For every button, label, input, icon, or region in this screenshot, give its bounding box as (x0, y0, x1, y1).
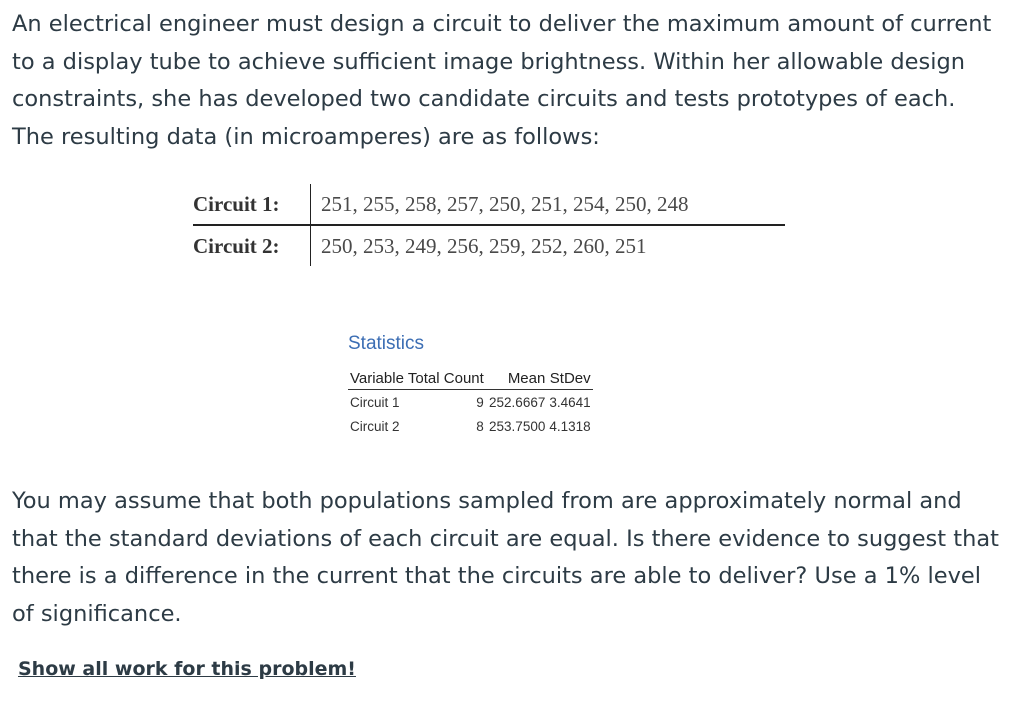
show-work-link[interactable]: Show all work for this problem! (18, 658, 356, 680)
cell-count: 8 (476, 418, 484, 434)
statistics-header-row (348, 368, 593, 390)
data-row-circuit-2 (193, 226, 785, 266)
circuit-data-table (193, 184, 785, 266)
data-row-label: Circuit 2: (193, 226, 311, 266)
data-row-values: 250, 253, 249, 256, 259, 252, 260, 251 (321, 233, 647, 258)
problem-question-text: You may assume that both populations sampled from are approximately normal and that the standard deviations of each circuit are equal. Is there evidence to suggest that there is a difference in the current that the circuits are able to deliver? Use a 1% level of significance. (12, 488, 999, 627)
cell-variable: Circuit 1 (350, 394, 400, 410)
statistics-block (348, 330, 638, 438)
cell-count: 9 (476, 394, 484, 410)
table-row (348, 414, 593, 438)
header-stdev: StDev (547, 368, 592, 390)
table-row (348, 390, 593, 415)
data-row-label: Circuit 1: (193, 184, 311, 224)
cell-mean: 252.6667 (489, 394, 546, 410)
cell-variable: Circuit 2 (350, 418, 400, 434)
statistics-table (348, 368, 593, 438)
cell-stdev: 4.1318 (549, 418, 591, 434)
cell-mean: 253.7500 (489, 418, 546, 434)
data-row-circuit-1 (193, 184, 785, 226)
problem-intro-text: An electrical engineer must design a circuit to deliver the maximum amount of current to a display tube to achieve sufficient image brightness. Within her allowable design constraints, she has developed two candidate circuits and tests prototypes of each. The resulting data (in microamperes) are as follows: (12, 11, 992, 150)
header-variable: Variable (348, 368, 406, 390)
cell-stdev: 3.4641 (549, 394, 591, 410)
header-total-count: Total Count (406, 368, 486, 390)
header-mean: Mean (486, 368, 548, 390)
data-row-values: 251, 255, 258, 257, 250, 251, 254, 250, 248 (321, 191, 689, 216)
statistics-title: Statistics (348, 333, 425, 354)
